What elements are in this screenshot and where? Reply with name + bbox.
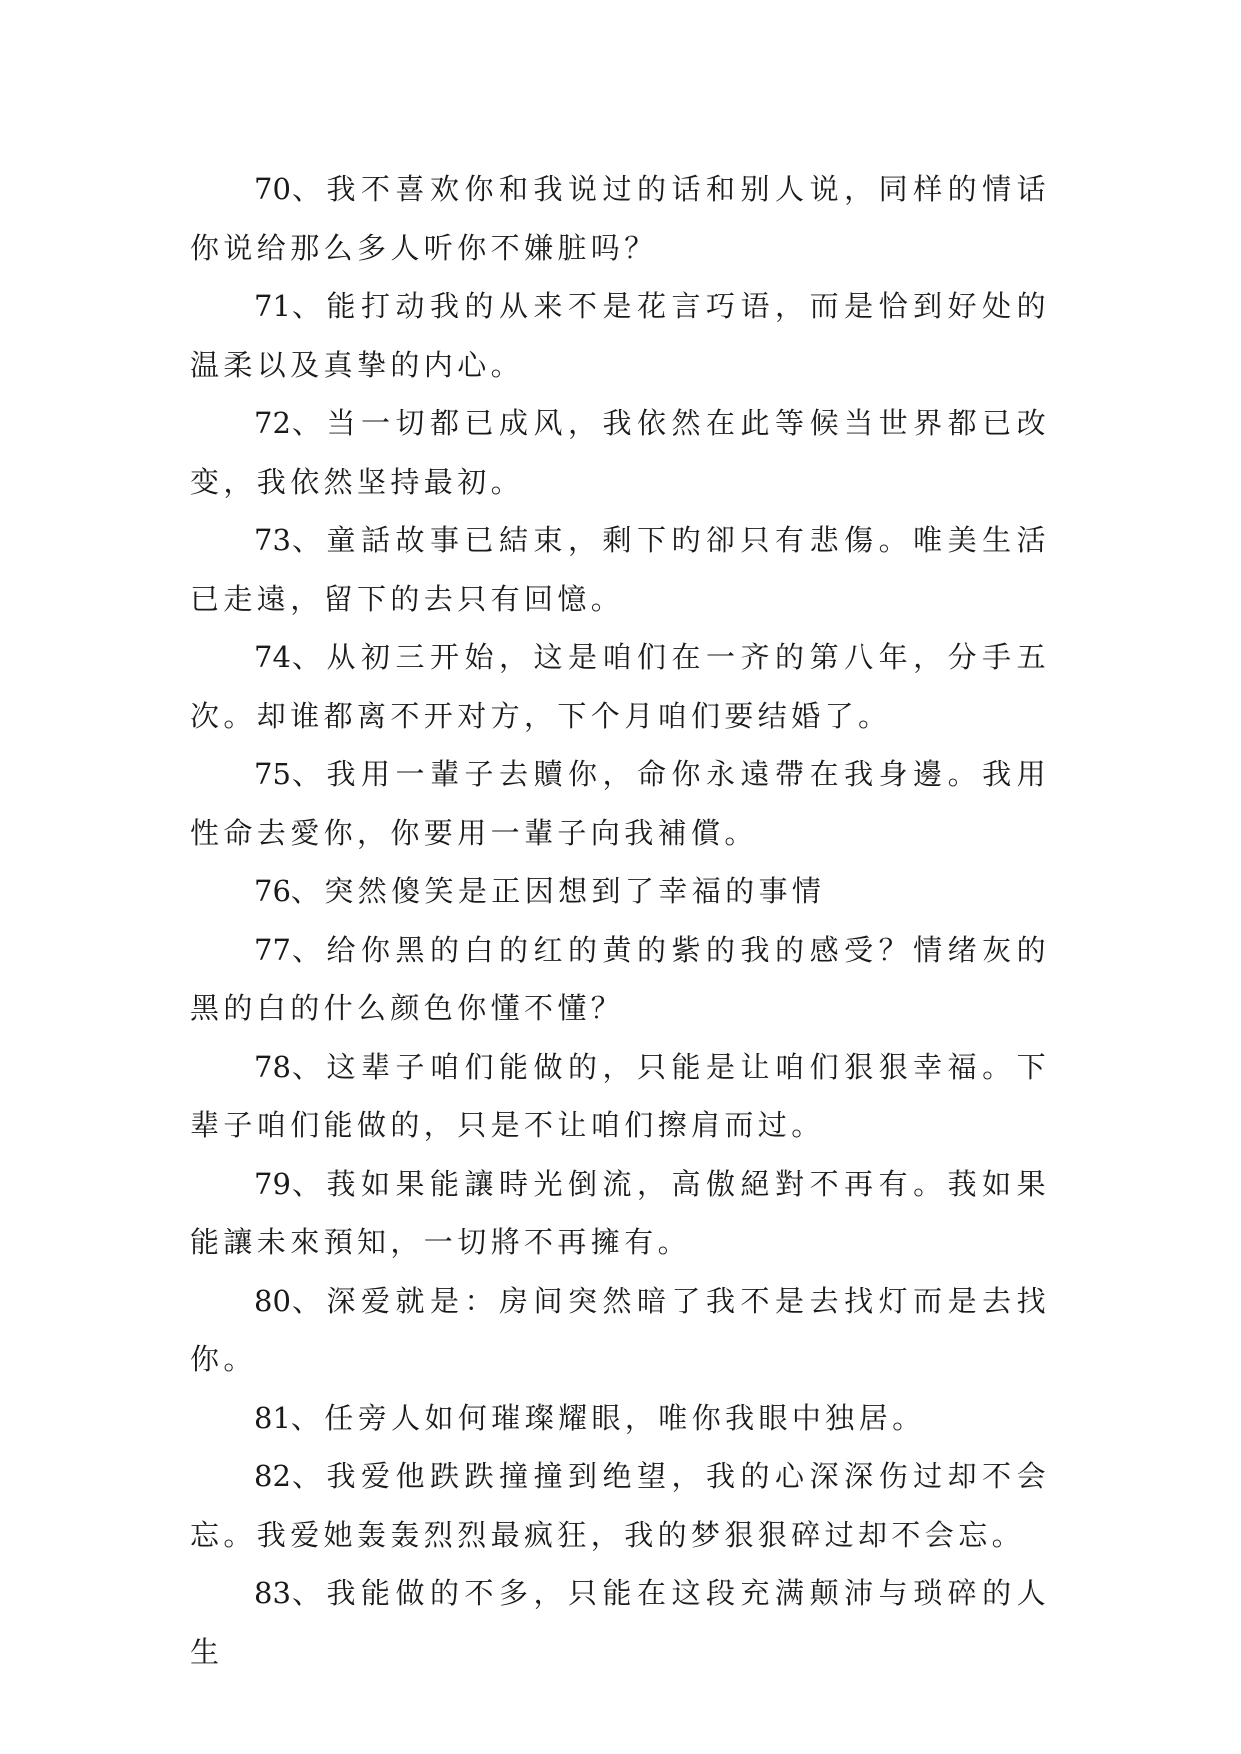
paragraph-text: 、突然傻笑是正因想到了幸福的事情 (290, 874, 826, 908)
paragraph-number: 75 (254, 757, 291, 791)
paragraph-72 (190, 394, 1050, 511)
paragraph-text: 、这辈子咱们能做的，只能是让咱们狠狠幸福。下辈子咱们能做的，只是不让咱们擦肩而过。 (190, 1049, 1050, 1142)
paragraph-text: 、当一切都已成风，我依然在此等候当世界都已改变，我依然坚持最初。 (190, 406, 1050, 499)
paragraph-81 (190, 1389, 1050, 1448)
paragraph-text: 、我不喜欢你和我说过的话和别人说，同样的情话你说给那么多人听你不嫌脏吗？ (190, 172, 1050, 265)
paragraph-77 (190, 921, 1050, 1038)
paragraph-number: 74 (254, 640, 291, 674)
paragraph-number: 73 (254, 523, 291, 557)
paragraph-number: 76 (254, 874, 291, 908)
paragraph-text: 、能打动我的从来不是花言巧语，而是恰到好处的温柔以及真挚的内心。 (190, 289, 1050, 382)
paragraph-number: 72 (254, 406, 291, 440)
paragraph-number: 70 (254, 172, 291, 206)
paragraph-74 (190, 628, 1050, 745)
paragraph-76 (190, 862, 1050, 921)
paragraph-text: 、我爱他跌跌撞撞到绝望，我的心深深伤过却不会忘。我爱她轰轰烈烈最疯狂，我的梦狠狠碎过却不会忘。 (190, 1459, 1050, 1552)
paragraph-71 (190, 277, 1050, 394)
paragraph-number: 71 (254, 289, 291, 323)
paragraph-78 (190, 1038, 1050, 1155)
paragraph-number: 80 (254, 1283, 291, 1318)
paragraph-number: 78 (254, 1049, 291, 1084)
paragraph-83 (190, 1564, 1050, 1681)
paragraph-number: 81 (254, 1400, 291, 1435)
paragraph-82 (190, 1447, 1050, 1564)
paragraph-text: 、给你黑的白的红的黄的紫的我的感受？情绪灰的黑的白的什么颜色你懂不懂？ (190, 932, 1050, 1025)
paragraph-text: 、任旁人如何璀璨耀眼，唯你我眼中独居。 (290, 1400, 926, 1435)
paragraph-70 (190, 160, 1050, 277)
paragraph-number: 77 (254, 932, 291, 967)
document-body (190, 160, 1050, 1681)
paragraph-number: 82 (254, 1459, 291, 1493)
paragraph-text: 、我能做的不多，只能在这段充满颠沛与琐碎的人生 (190, 1576, 1050, 1669)
paragraph-text: 、童話故事已結束，剩下旳卻只有悲傷。唯美生活已走遠，留下的去只有回憶。 (190, 523, 1050, 616)
paragraph-79 (190, 1155, 1050, 1272)
paragraph-text: 、深爱就是：房间突然暗了我不是去找灯而是去找你。 (190, 1283, 1050, 1376)
paragraph-73 (190, 511, 1050, 628)
paragraph-text: 、从初三开始，这是咱们在一齐的第八年，分手五次。却谁都离不开对方，下个月咱们要结婚了。 (190, 640, 1050, 733)
paragraph-number: 83 (254, 1576, 291, 1610)
paragraph-80 (190, 1272, 1050, 1389)
paragraph-number: 79 (254, 1166, 291, 1201)
paragraph-75 (190, 745, 1050, 862)
paragraph-text: 、莪如果能讓時光倒流，高傲絕對不再有。莪如果能讓未來預知，一切將不再擁有。 (190, 1166, 1050, 1259)
paragraph-text: 、我用一輩子去贖你，命你永遠帶在我身邊。我用性命去愛你，你要用一輩子向我補償。 (190, 757, 1050, 850)
